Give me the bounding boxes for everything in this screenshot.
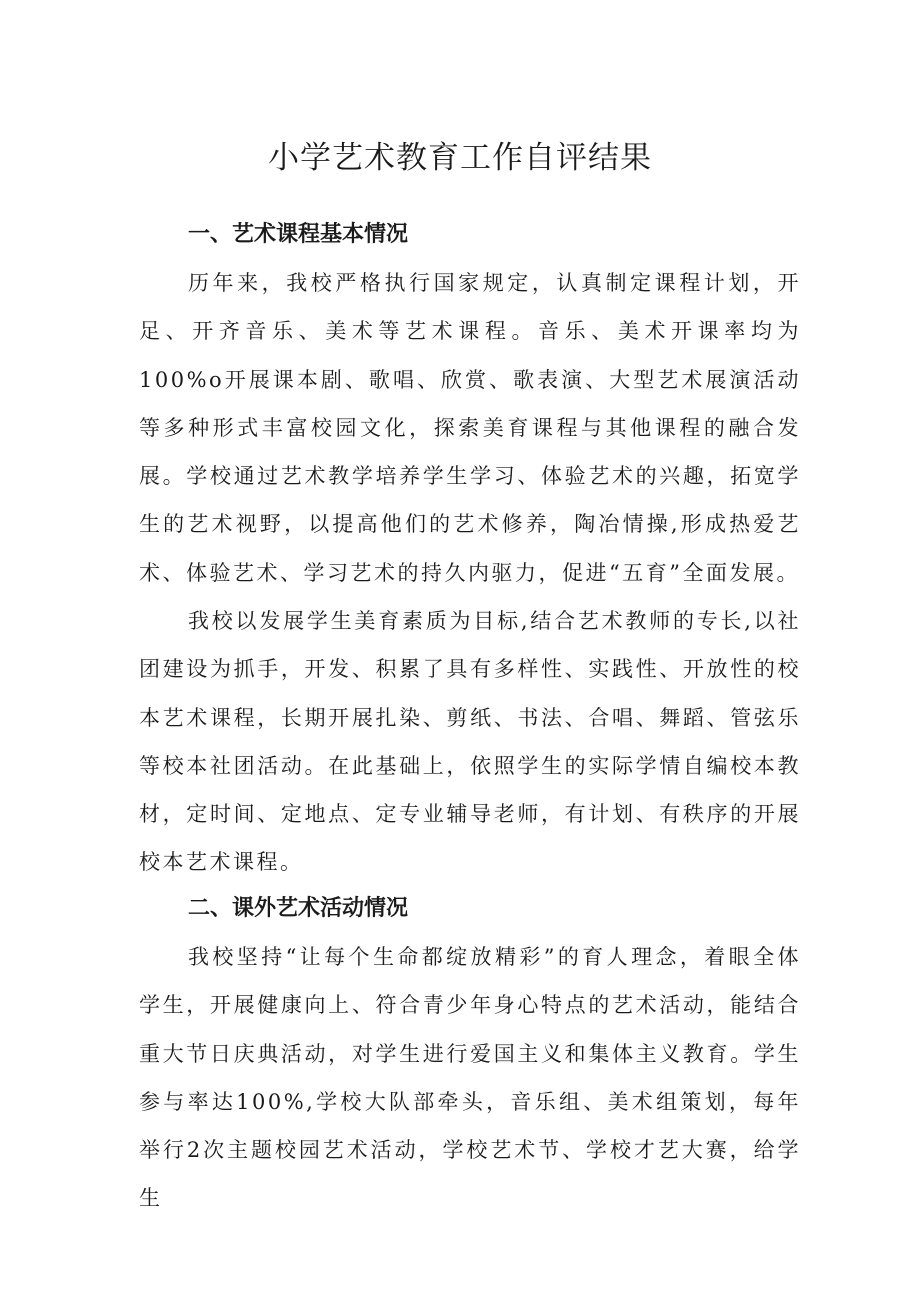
- section-heading-courses: 一、艺术课程基本情况: [188, 222, 409, 247]
- paragraph-extracurricular-activities: 我校坚持“让每个生命都绽放精彩”的育人理念，着眼全体学生，开展健康向上、符合青少年身心特点的艺术活动，能结合重大节日庆典活动，对学生进行爱国主义和集体主义教育。学生参与率达100%,学校大队部牵头，音乐组、美术组策划，每年举行2次主题校园艺术活动，学校艺术节、学校才艺大赛，给学生: [139, 945, 801, 1211]
- paragraph-courses-overview: 历年来，我校严格执行国家规定，认真制定课程计划，开足、开齐音乐、美术等艺术课程。音乐、美术开课率均为100%o开展课本剧、歌唱、欣赏、歌表演、大型艺术展演活动等多种形式丰富校园文化，探索美育课程与其他课程的融合发展。学校通过艺术教学培养学生学习、体验艺术的兴趣，拓宽学生的艺术视野，以提高他们的艺术修养，陶冶情操,形成热爱艺术、体验艺术、学习艺术的持久内驱力，促进“五育”全面发展。: [139, 271, 801, 585]
- document-title: 小学艺术教育工作自评结果: [268, 140, 652, 176]
- section-heading-activities: 二、课外艺术活动情况: [188, 896, 409, 921]
- paragraph-school-based-courses: 我校以发展学生美育素质为目标,结合艺术教师的专长,以社团建设为抓手，开发、积累了具有多样性、实践性、开放性的校本艺术课程，长期开展扎染、剪纸、书法、合唱、舞蹈、管弦乐等校本社团活动。在此基础上，依照学生的实际学情自编校本教材，定时间、定地点、定专业辅导老师，有计划、有秩序的开展校本艺术课程。: [139, 609, 801, 875]
